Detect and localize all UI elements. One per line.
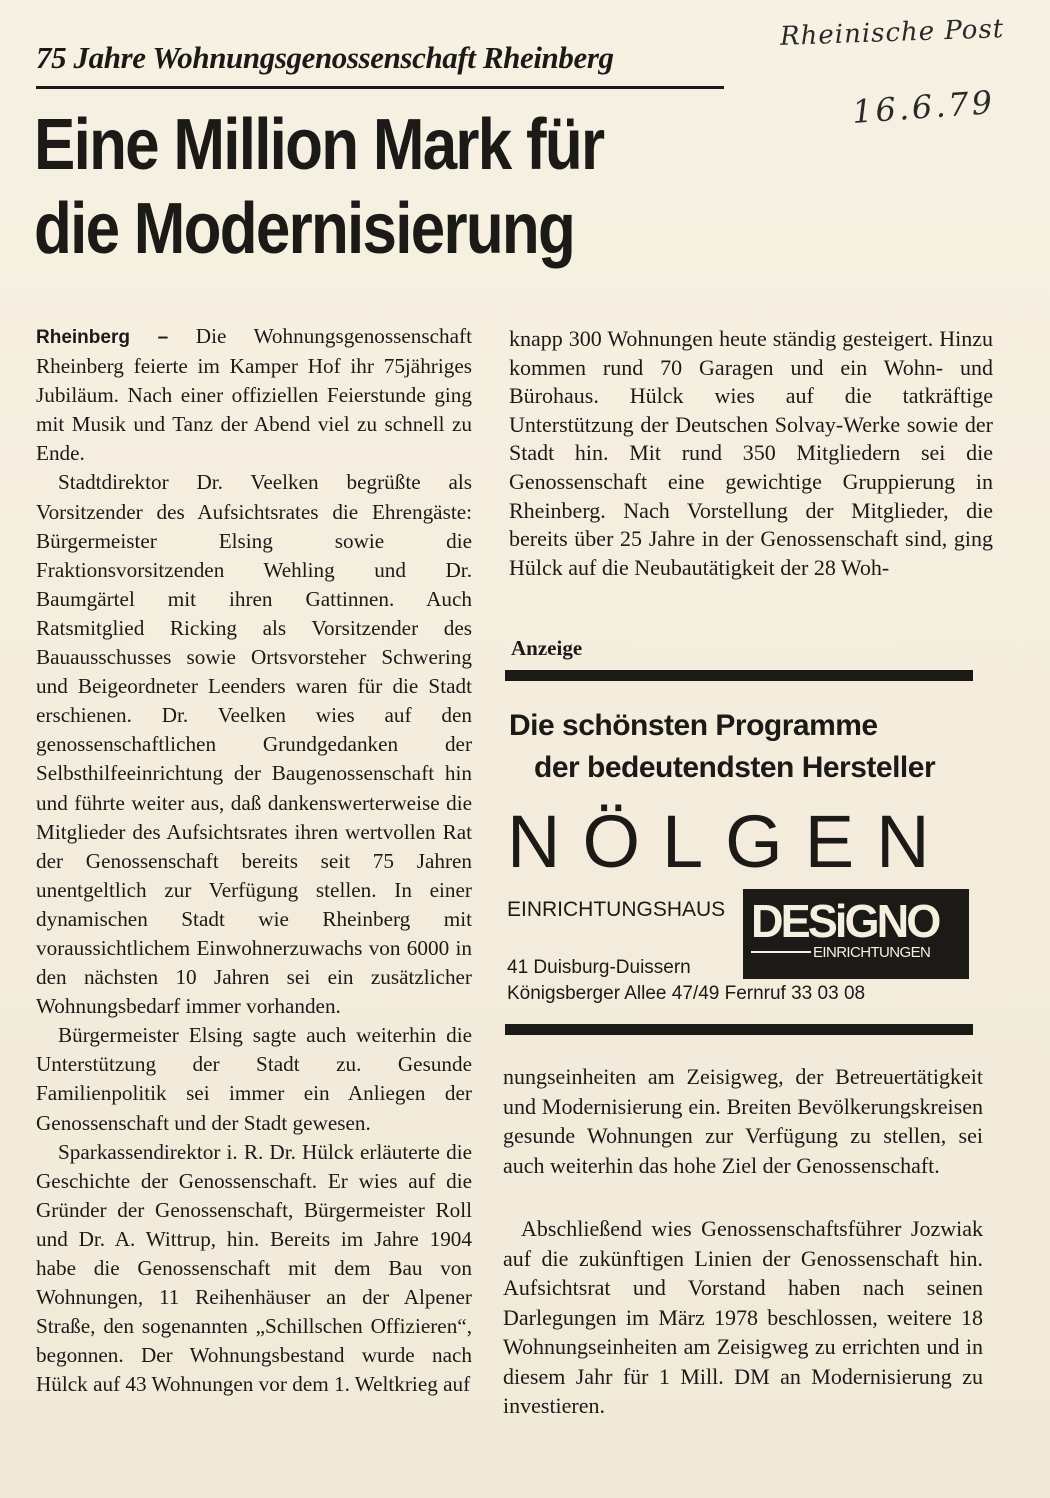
logo-subtitle: EINRICHTUNGEN [813,944,931,961]
ad-brand-name: NÖLGEN [507,800,952,883]
ad-label: Anzeige [511,636,583,660]
ad-tagline-line-1: Die schönsten Programme [509,709,878,742]
intro-text: Die Wohnungsgenossenschaft Rheinberg feierte im Kamper Hof ihr 75jähriges Jubiläum. Nach einer offiziellen Feierstunde ging mit Musik und Tanz der Abend viel zu schnell zu Ende. [36,324,472,466]
article-kicker: 75 Jahre Wohnungsgenossenschaft Rheinberg [36,40,614,75]
paragraph-intro [36,322,472,468]
article-column-right-top [509,325,993,582]
designo-logo [743,889,969,979]
ad-address-street: Königsberger Allee 47/49 Fernruf 33 03 08 [507,983,866,1004]
headline-line-1: Eine Million Mark für [34,105,604,185]
ad-rule-bottom [505,1024,973,1035]
paragraph-jozwiak: Abschließend wies Genossenschaftsführer Jozwiak auf die zukünftigen Linien der Genossenschaft hin. Aufsichtsrat und Vorstand haben nach seinen Darlegungen im März 1978 beschlossen, weitere 18 Wohnungseinheiten am Zeisigweg zu errichten und in diesem Jahr für 1 Mill. DM an Modernisierung zu investieren. [503,1216,983,1418]
logo-name: DESiGNO [751,895,939,947]
ad-rule-top [505,670,973,681]
paragraph-continuation: knapp 300 Wohnungen heute ständig gesteigert. Hinzu kommen rund 70 Garagen und ein Wohn- und Bürohaus. Hülck wies auf die tatkräftige Unterstützung der Deutschen Solvay-Werke sowie der Stadt hin. Mit rund 350 Mitgliedern sei die Genossenschaft eine gewichtige Gruppierung in Rheinberg. Nach Vorstellung der Mitglieder, die bereits über 25 Jahre in der Genossenschaft sind, ging Hülck auf die Neubautätigkeit der 28 Woh- [509,326,993,580]
paragraph-veelken: Stadtdirektor Dr. Veelken begrüßte als Vorsitzender des Aufsichtsrates die Ehrengäste: Bürgermeister Elsing sowie die Fraktionsvorsitzenden Wehling und Dr. Baumgärtel mit ihren Gattinnen. Auch Ratsmitglied Ricking als Vorsitzender des Bauausschusses sowie Ortsvorsteher Schwering und Beigeordneter Leenders waren für die Stadt erschienen. Dr. Veelken wies auf den genossenschaftlichen Grundgedanken der Selbsthilfeeinrichtung der Baugenossenschaft hin und führte weiter aus, daß dankenswerterweise die Mitglieder des Aufsichtsrates ihren wertvollen Rat der Genossenschaft bereits seit 75 Jahren unentgeltlich zur Verfügung stellen. In einer dynamischen Stadt wie Rheinberg mit voraussichtlichem Einwohnerzuwachs von 6000 in den nächsten 10 Jahren sei ein zusätzlicher Wohnungsbedarf immer vorhanden. [36,470,472,1019]
advertisement [505,632,975,1042]
paragraph-elsing: Bürgermeister Elsing sagte auch weiterhin die Unterstützung der Stadt zu. Gesunde Familienpolitik sei immer ein Anliegen der Genossenschaft und der Stadt gewesen. [36,1023,472,1135]
article-column-right-bottom [503,1062,983,1421]
kicker-underline [36,86,724,89]
logo-line [751,951,811,953]
headline-line-2: die Modernisierung [34,189,575,269]
ad-tagline-line-2: der bedeutendsten Hersteller [534,751,936,784]
paragraph-woh-continuation: nungseinheiten am Zeisigweg, der Betreuertätigkeit und Modernisierung ein. Breiten Bevölkerungskreisen gesunde Wohnungen zur Verfügung zu stellen, sei auch weiterhin das hohe Ziel der Genossenschaft. [503,1064,983,1178]
dateline: Rheinberg – [36,327,169,348]
article-headline [34,103,670,271]
handwritten-date-note: 16.6.79 [850,83,997,131]
ad-address-city: 41 Duisburg-Duissern [507,957,691,978]
ad-subbrand: EINRICHTUNGSHAUS [507,898,726,921]
paragraph-huelck: Sparkassendirektor i. R. Dr. Hülck erläuterte die Geschichte der Genossenschaft. Er wies auf die Gründer der Genossenschaft, Bürgermeister Roll und Dr. A. Wittrup, hin. Bereits im Jahre 1904 habe die Genossenschaft mit dem Bau von Wohnungen, 11 Reihenhäuser an der Alpener Straße, den sogenannten „Schillschen Offizieren“, begonnen. Der Wohnungsbestand wurde nach Hülck auf 43 Wohnungen vor dem 1. Weltkrieg auf [36,1139,472,1397]
handwritten-source-note: Rheinische Post [779,14,1005,52]
article-column-left [36,322,472,1399]
